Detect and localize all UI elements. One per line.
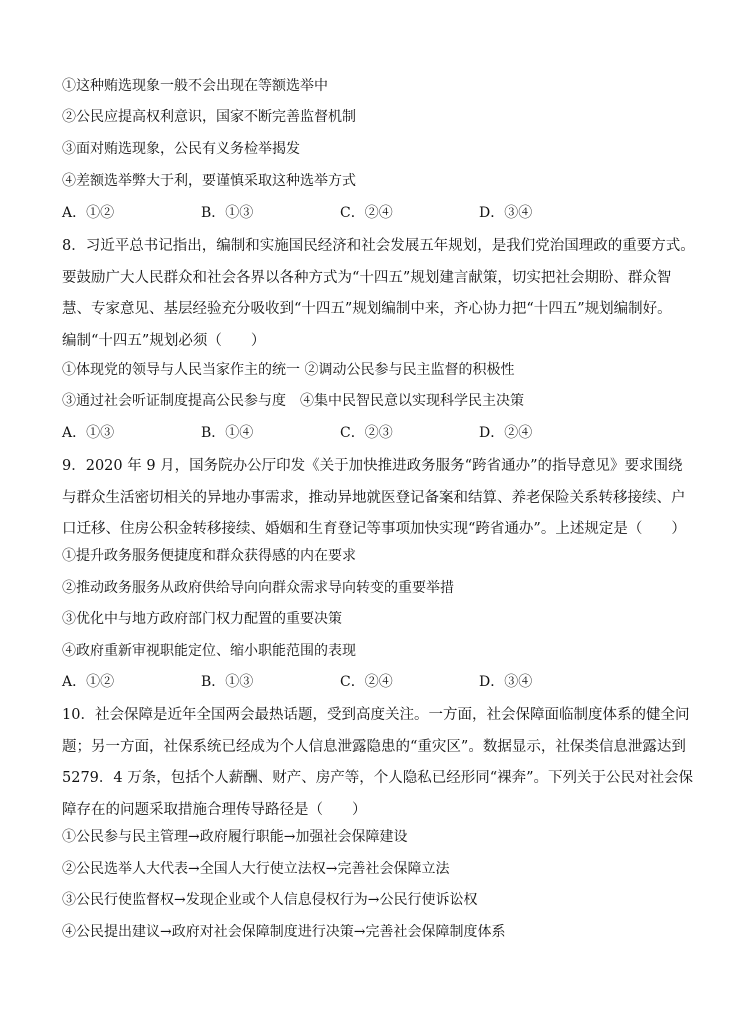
q8-option-a: A．①③ xyxy=(62,425,115,441)
q9-option-a: A．①② xyxy=(62,674,115,690)
q7-option-b: B．①③ xyxy=(201,205,254,221)
q9-option-c: C．②④ xyxy=(340,674,393,690)
q8-item-1: ①体现党的领导与人民当家作主的统一 ②调动公民参与民主监督的积极性 xyxy=(62,362,515,378)
q8-stem xyxy=(62,231,695,357)
q10-stem-line-3: 5279．4 万条，包括个人薪酬、财产、房产等，个人隐私已经形同“裸奔”。下列关于公民对社会保 xyxy=(62,770,694,786)
q9-item-3: ③优化中与地方政府部门权力配置的重要决策 xyxy=(62,611,342,627)
q9-option-b: B．①③ xyxy=(201,674,254,690)
q9-stem-line-2: 与群众生活密切相关的异地办事需求，推动异地就医登记备案和结算、养老保险关系转移接续、户 xyxy=(62,489,686,506)
q8-option-d: D．②④ xyxy=(479,425,533,441)
q9-item-2: ②推动政务服务从政府供给导向向群众需求导向转变的重要举措 xyxy=(62,580,454,596)
q10-stem-line-2: 题；另一方面，社保系统已经成为个人信息泄露隐患的“重灾区”。数据显示，社保类信息泄露达到 xyxy=(62,738,686,755)
q9-stem xyxy=(62,451,686,546)
q9-stem-line-3: 口迁移、住房公积金转移接续、婚姻和生育登记等事项加快实现“跨省通办”。上述规定是（ ） xyxy=(62,521,686,537)
q10-stem xyxy=(62,700,694,826)
q7-option-d: D．③④ xyxy=(479,205,533,221)
q8-option-c: C．②③ xyxy=(340,425,393,441)
q7-option-a: A．①② xyxy=(62,205,115,221)
q9-option-d: D．③④ xyxy=(479,674,533,690)
q8-item-2: ③通过社会听证制度提高公民参与度 ④集中民智民意以实现科学民主决策 xyxy=(62,393,524,409)
q7-item-2: ②公民应提高权利意识，国家不断完善监督机制 xyxy=(62,109,356,125)
q10-item-3: ③公民行使监督权→发现企业或个人信息侵权行为→公民行使诉讼权 xyxy=(62,892,478,908)
q7-option-c: C．②④ xyxy=(340,205,393,221)
q7-item-1: ①这种贿选现象一般不会出现在等额选举中 xyxy=(62,78,328,94)
q10-item-4: ④公民提出建议→政府对社会保障制度进行决策→完善社会保障制度体系 xyxy=(62,924,506,940)
q10-item-2: ②公民选举人大代表→全国人大行使立法权→完善社会保障立法 xyxy=(62,861,450,877)
q8-option-b: B．①④ xyxy=(201,425,254,441)
q9-stem-line-1: 9．2020 年 9 月，国务院办公厅印发《关于加快推进政务服务“跨省通办”的指导意见》要求围绕 xyxy=(62,458,683,474)
q8-stem-line-1: 8．习近平总书记指出，编制和实施国民经济和社会发展五年规划，是我们党治国理政的重要方式。 xyxy=(62,238,695,254)
q10-stem-line-1: 10．社会保障是近年全国两会最热话题，受到高度关注。一方面，社会保障面临制度体系的健全问 xyxy=(62,707,690,723)
q8-stem-line-4: 编制“十四五”规划必须（ ） xyxy=(62,332,266,349)
q10-stem-line-4: 障存在的问题采取措施合理传导路径是（ ） xyxy=(62,801,367,818)
q10-item-1: ①公民参与民主管理→政府履行职能→加强社会保障建设 xyxy=(62,829,408,845)
q7-item-3: ③面对贿选现象，公民有义务检举揭发 xyxy=(62,141,300,157)
q9-item-4: ④政府重新审视职能定位、缩小职能范围的表现 xyxy=(62,643,356,659)
q9-item-1: ①提升政务服务便捷度和群众获得感的内在要求 xyxy=(62,548,356,564)
q7-item-4: ④差额选举弊大于利，要谨慎采取这种选举方式 xyxy=(62,173,356,189)
q8-stem-line-3: 慧、专家意见、基层经验充分吸收到“十四五”规划编制中来，齐心协力把“十四五”规划编制好。 xyxy=(62,301,672,317)
q8-stem-line-2: 要鼓励广大人民群众和社会各界以各种方式为“十四五”规划建言献策，切实把社会期盼、群众智 xyxy=(62,269,672,286)
